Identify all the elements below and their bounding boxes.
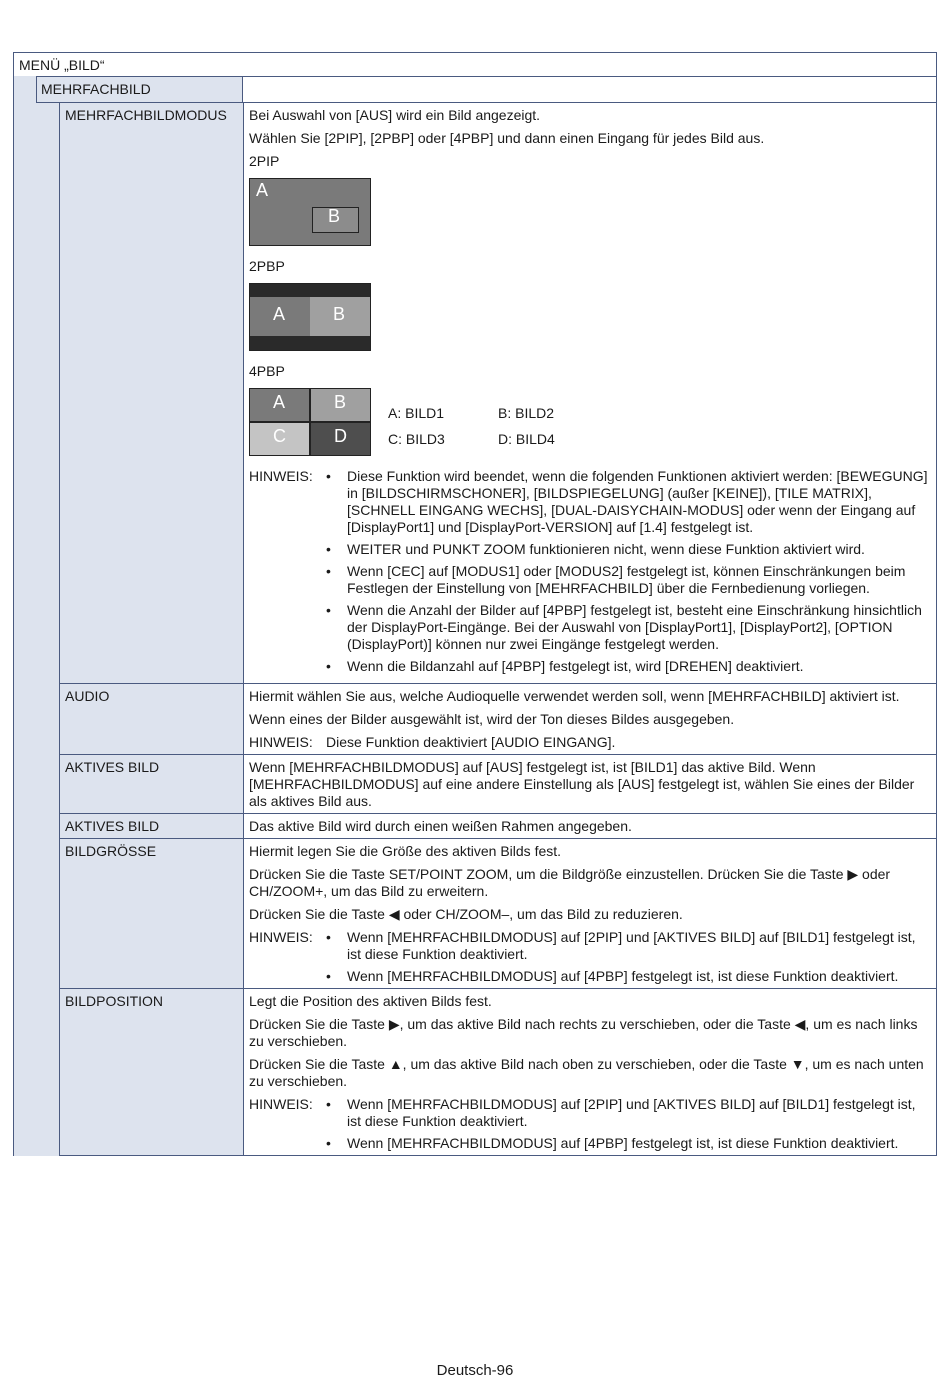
paragraph: Wenn [MEHRFACHBILDMODUS] auf [AUS] festgelegt ist, ist [BILD1] das aktive Bild. Wenn [MEHRFACHBILDMODUS] auf eine andere Einstellung als [AUS] festgelegt ist, wählen Sie eines der Bilder als aktives Bild aus. — [249, 759, 915, 809]
pip-window — [312, 207, 359, 233]
row-description — [244, 989, 937, 1155]
note-text: Wenn die Bildanzahl auf [4PBP] festgelegt ist, wird [DREHEN] deaktiviert. — [347, 658, 804, 674]
note-block — [249, 929, 930, 985]
note-label: HINWEIS: — [249, 1096, 313, 1112]
note-text: Diese Funktion deaktiviert [AUDIO EINGANG]. — [326, 734, 616, 750]
page-footer: Deutsch-96 — [436, 1362, 514, 1379]
note-text: Wenn die Anzahl der Bilder auf [4PBP] festgelegt ist, besteht eine Einschränkung hinsichtlich der DisplayPort-Eingänge. Bei der Auswahl von [DisplayPort1], [DisplayPort2], [OPTION (DisplayPort)] können nur zwei Eingänge festgelegt werden. — [347, 602, 922, 652]
bullet: • — [326, 1135, 331, 1151]
pane-b — [310, 297, 370, 336]
pane-label: A — [256, 180, 269, 200]
diagram-2pbp — [249, 283, 371, 351]
paragraph: Wenn eines der Bilder ausgewählt ist, wird der Ton dieses Bildes ausgegeben. — [249, 711, 735, 727]
note-label: HINWEIS: — [249, 734, 313, 750]
note-block — [249, 468, 930, 675]
paragraph: Bei Auswahl von [AUS] wird ein Bild angezeigt. — [249, 107, 541, 123]
pane-label: D — [334, 426, 347, 446]
paragraph: Drücken Sie die Taste ◀ oder CH/ZOOM–, um das Bild zu reduzieren. — [249, 906, 683, 922]
row-description — [244, 839, 937, 988]
pane-label: B — [333, 304, 346, 324]
row-label: BILDPOSITION — [59, 989, 244, 1155]
figure-label-4pbp: 4PBP — [249, 363, 285, 379]
menu-title: MENÜ „BILD“ — [13, 52, 937, 76]
pane-label: C — [273, 426, 286, 446]
diagram-2pip — [249, 178, 371, 246]
paragraph: Hiermit wählen Sie aus, welche Audioquelle verwendet werden soll, wenn [MEHRFACHBILD] aktiviert ist. — [249, 688, 900, 704]
paragraph: Drücken Sie die Taste ▲, um das aktive Bild nach oben zu verschieben, oder die Taste ▼, um es nach unten zu verschieben. — [249, 1056, 924, 1089]
menu-table — [13, 52, 937, 1156]
note-text: Diese Funktion wird beendet, wenn die folgenden Funktionen aktiviert werden: [BEWEGUNG] in [BILDSCHIRMSCHONER], [BILDSPIEGELUNG] (außer [KEINE]), [TILE MATRIX], [SCHNELL EINGANG WECHS], [DUAL-DAISYCHAIN-MODUS] oder wenn der Eingang auf [DisplayPort1] und [DisplayPort-VERSION] auf [1.4] festgelegt ist. — [347, 468, 928, 535]
paragraph: Drücken Sie die Taste ▶, um das aktive Bild nach rechts zu verschieben, oder die Taste ◀, um es nach links zu verschieben. — [249, 1016, 918, 1049]
diagram-4pbp — [249, 388, 371, 456]
paragraph: Legt die Position des aktiven Bilds fest. — [249, 993, 492, 1009]
bullet: • — [326, 563, 331, 579]
row-audio — [59, 684, 937, 755]
bullet: • — [326, 541, 331, 557]
legend-item: A: BILD1 — [388, 405, 445, 421]
bullet: • — [326, 968, 331, 984]
section-header-empty — [243, 77, 937, 102]
row-aktives-bild — [59, 755, 937, 814]
paragraph: Drücken Sie die Taste SET/POINT ZOOM, um die Bildgröße einzustellen. Drücken Sie die Taste ▶ oder CH/ZOOM+, um das Bild zu erweitern. — [249, 866, 891, 899]
pane-label: B — [334, 392, 347, 412]
note-label: HINWEIS: — [249, 468, 313, 484]
pane-b — [311, 389, 370, 421]
note-block — [249, 1096, 930, 1152]
row-description — [244, 755, 937, 813]
row-label: AKTIVES BILD — [59, 814, 244, 838]
bullet: • — [326, 602, 331, 618]
row-bildposition — [59, 989, 937, 1156]
pane-label: A — [273, 392, 286, 412]
pane-d — [311, 423, 370, 455]
indent-column — [13, 76, 36, 1156]
row-bildgroesse — [59, 839, 937, 989]
figure-label-2pip: 2PIP — [249, 153, 280, 169]
legend-item: C: BILD3 — [388, 430, 445, 447]
row-mehrfachbildmodus — [59, 103, 937, 684]
legend-item: B: BILD2 — [498, 405, 555, 421]
note-text: Wenn [MEHRFACHBILDMODUS] auf [2PIP] und [AKTIVES BILD] auf [BILD1] festgelegt ist, ist diese Funktion deaktiviert. — [347, 1096, 916, 1129]
row-label: BILDGRÖSSE — [59, 839, 244, 988]
pane-label: B — [328, 206, 341, 226]
bullet: • — [326, 468, 331, 484]
note-label: HINWEIS: — [249, 929, 313, 945]
row-label: AUDIO — [59, 684, 244, 754]
note-text: Wenn [MEHRFACHBILDMODUS] auf [4PBP] festgelegt ist, ist diese Funktion deaktiviert. — [347, 968, 899, 984]
legend — [388, 405, 608, 456]
pane-label: A — [273, 304, 286, 324]
paragraph: Hiermit legen Sie die Größe des aktiven Bilds fest. — [249, 843, 562, 859]
paragraph: Das aktive Bild wird durch einen weißen Rahmen angegeben. — [249, 818, 632, 834]
row-description — [244, 684, 937, 754]
figure-label-2pbp: 2PBP — [249, 258, 285, 274]
note-block — [249, 734, 930, 751]
indent-column — [36, 103, 59, 1156]
section-title: MEHRFACHBILD — [36, 77, 243, 102]
pane-a — [250, 297, 310, 336]
bullet: • — [326, 1096, 331, 1112]
bullet: • — [326, 929, 331, 945]
row-label: AKTIVES BILD — [59, 755, 244, 813]
note-text: WEITER und PUNKT ZOOM funktionieren nicht, wenn diese Funktion aktiviert wird. — [347, 541, 865, 557]
legend-item: D: BILD4 — [498, 430, 555, 447]
row-label: MEHRFACHBILDMODUS — [59, 103, 244, 683]
pane-c — [250, 423, 309, 455]
bullet: • — [326, 658, 331, 674]
note-text: Wenn [MEHRFACHBILDMODUS] auf [2PIP] und [AKTIVES BILD] auf [BILD1] festgelegt ist, ist diese Funktion deaktiviert. — [347, 929, 916, 962]
row-aktives-bild-frame — [59, 814, 937, 839]
note-text: Wenn [CEC] auf [MODUS1] oder [MODUS2] festgelegt ist, können Einschränkungen beim Festlegen der Einstellung von [MEHRFACHBILD] über die Fernbedienung vorliegen. — [347, 563, 906, 596]
pane-a — [250, 389, 309, 421]
row-description — [244, 814, 937, 838]
note-text: Wenn [MEHRFACHBILDMODUS] auf [4PBP] festgelegt ist, ist diese Funktion deaktiviert. — [347, 1135, 899, 1151]
paragraph: Wählen Sie [2PIP], [2PBP] oder [4PBP] und dann einen Eingang für jedes Bild aus. — [249, 130, 765, 146]
row-description — [244, 103, 937, 683]
